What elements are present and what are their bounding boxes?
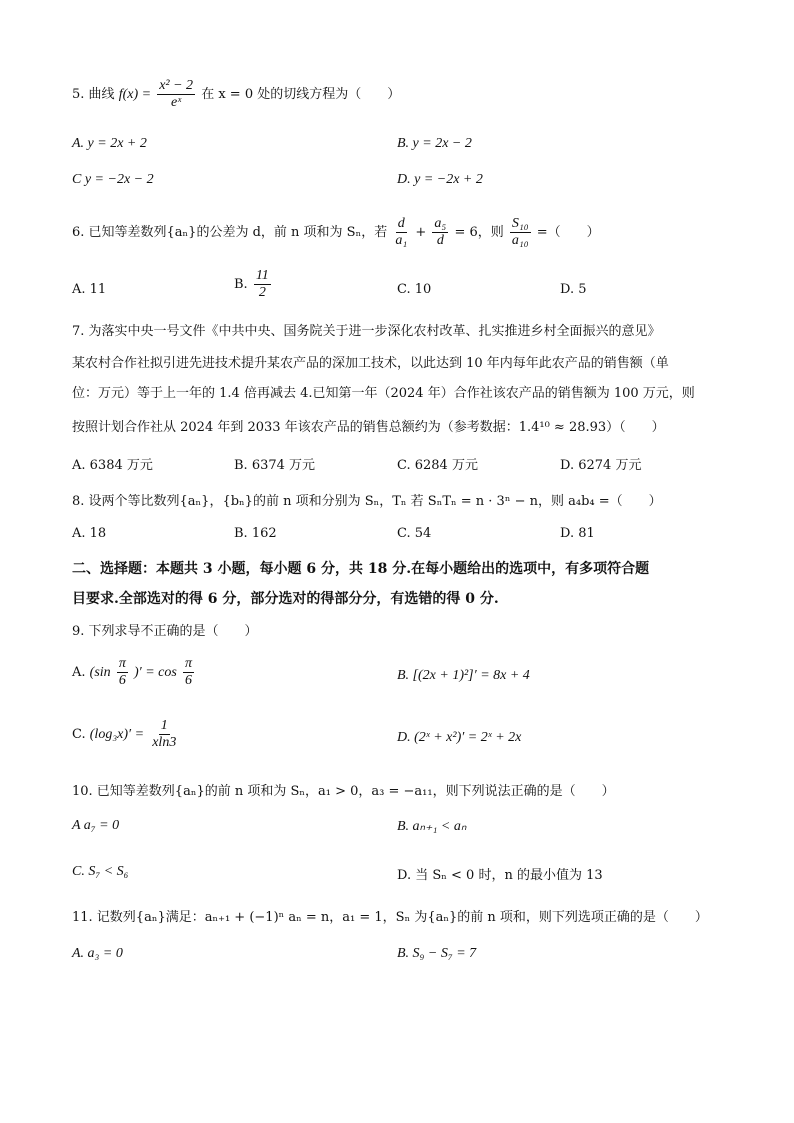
q6-option-b bbox=[234, 268, 273, 301]
q5-option-a: A. y = 2x + 2 bbox=[72, 136, 147, 151]
q9-option-c-fraction bbox=[150, 718, 178, 751]
q6-option-b-den: 2 bbox=[258, 285, 266, 300]
q6-stem bbox=[72, 216, 600, 249]
q9-option-a-fraction-2 bbox=[183, 656, 194, 689]
q6-fraction-1 bbox=[393, 216, 409, 249]
q7-line-2: 某农村合作社拟引进先进技术提升某农产品的深加工技术，以此达到 10 年内每年此农产品的销售额（单 bbox=[72, 356, 669, 371]
q9-option-b: B. [(2x + 1)²]′ = 8x + 4 bbox=[397, 668, 530, 683]
section-2-heading-line-2: 目要求.全部选对的得 6 分，部分选对的得部分分，有选错的得 0 分. bbox=[72, 591, 499, 607]
q5-frac-denominator: eˣ bbox=[171, 95, 182, 110]
q8-stem: 8. 设两个等比数列{aₙ}，{bₙ}的前 n 项和分别为 Sₙ，Tₙ 若 SₙTₙ = n · 3ⁿ − n，则 a₄b₄ =（ ） bbox=[72, 494, 662, 509]
q6-f2-den: d bbox=[436, 233, 444, 248]
q6-f1-den: a₁ bbox=[395, 233, 408, 248]
q10-stem: 10. 已知等差数列{aₙ}的前 n 项和为 Sₙ，a₁ > 0，a₃ = −a₁₁，则下列说法正确的是（ ） bbox=[72, 784, 615, 799]
q9-option-c bbox=[72, 718, 180, 751]
q7-line-4: 按照计划合作社从 2024 年到 2033 年该农产品的销售总额约为（参考数据：1.4¹⁰ ≈ 28.93）（ ） bbox=[72, 420, 665, 435]
q6-option-b-num: 11 bbox=[255, 268, 269, 283]
q8-option-c: C. 54 bbox=[397, 526, 432, 541]
q5-fraction bbox=[157, 78, 195, 111]
q10-option-d: D. 当 Sₙ < 0 时，n 的最小值为 13 bbox=[397, 868, 603, 883]
q6-f3-num: S₁₀ bbox=[511, 216, 529, 231]
section-2-heading-line-1: 二、选择题：本题共 3 小题，每小题 6 分，共 18 分.在每小题给出的选项中，有多项符合题 bbox=[72, 561, 650, 577]
q7-option-b: B. 6374 万元 bbox=[234, 458, 316, 473]
q8-option-d: D. 81 bbox=[560, 526, 595, 541]
q9-c-den: xln3 bbox=[152, 735, 177, 750]
q7-option-c: C. 6284 万元 bbox=[397, 458, 478, 473]
q11-stem: 11. 记数列{aₙ}满足：aₙ₊₁ + (−1)ⁿ aₙ = n，a₁ = 1，Sₙ 为{aₙ}的前 n 项和，则下列选项正确的是（ ） bbox=[72, 910, 708, 925]
q9-a-f2-num: π bbox=[184, 656, 192, 671]
q9-option-a-label: A. bbox=[72, 665, 86, 680]
q6-fraction-3 bbox=[510, 216, 531, 249]
q8-option-a: A. 18 bbox=[72, 526, 107, 541]
q5-option-c: C y = −2x − 2 bbox=[72, 172, 154, 187]
q9-option-d: D. (2ˣ + x²)′ = 2ˣ + 2x bbox=[397, 730, 522, 745]
q6-option-d: D. 5 bbox=[560, 282, 587, 297]
q9-option-c-pre: (log₃x)′ = bbox=[89, 727, 145, 742]
q9-a-f1-num: π bbox=[118, 656, 126, 671]
q5-frac-numerator: x² − 2 bbox=[159, 78, 194, 93]
q6-option-c: C. 10 bbox=[397, 282, 432, 297]
q9-option-c-label: C. bbox=[72, 727, 86, 742]
q6-stem-pre: 6. 已知等差数列{aₙ}的公差为 d，前 n 项和为 Sₙ，若 bbox=[72, 225, 388, 240]
q6-plus: + bbox=[415, 225, 427, 240]
q7-option-d: D. 6274 万元 bbox=[560, 458, 642, 473]
q6-f1-num: d bbox=[397, 216, 405, 231]
q9-option-a-pre: (sin bbox=[89, 665, 111, 680]
q7-option-a: A. 6384 万元 bbox=[72, 458, 153, 473]
q6-eq: = 6，则 bbox=[454, 225, 504, 240]
q9-a-f2-den: 6 bbox=[184, 673, 192, 688]
q5-option-b: B. y = 2x − 2 bbox=[397, 136, 472, 151]
q9-stem: 9. 下列求导不正确的是（ ） bbox=[72, 624, 258, 639]
q6-option-b-fraction bbox=[254, 268, 271, 301]
q11-option-b: B. S₉ − S₇ = 7 bbox=[397, 946, 477, 961]
q9-c-num: 1 bbox=[160, 718, 168, 733]
q8-option-b: B. 162 bbox=[234, 526, 277, 541]
q5-stem bbox=[72, 78, 400, 111]
q10-option-c: C. S₇ < S₆ bbox=[72, 864, 129, 879]
q5-stem-pre: 5. 曲线 bbox=[72, 87, 115, 102]
q6-f3-den: a₁₀ bbox=[511, 233, 529, 248]
q7-line-1: 7. 为落实中央一号文件《中共中央、国务院关于进一步深化农村改革、扎实推进乡村全面振兴的意见》 bbox=[72, 324, 661, 339]
q9-a-f1-den: 6 bbox=[118, 673, 126, 688]
q9-option-a-fraction-1 bbox=[117, 656, 128, 689]
q5-function: f(x) = bbox=[118, 87, 152, 102]
q6-stem-post: =（ ） bbox=[536, 225, 600, 240]
q6-option-a: A. 11 bbox=[72, 282, 107, 297]
q9-option-a bbox=[72, 656, 196, 689]
q6-option-b-label: B. bbox=[234, 277, 248, 292]
q11-option-a: A. a₃ = 0 bbox=[72, 946, 123, 961]
q10-option-a: A a₇ = 0 bbox=[72, 818, 120, 833]
q5-stem-post: 在 x = 0 处的切线方程为（ ） bbox=[201, 87, 401, 102]
q6-f2-num: a₅ bbox=[434, 216, 447, 231]
q7-line-3: 位：万元）等于上一年的 1.4 倍再减去 4.已知第一年（2024 年）合作社该农产品的销售额为 100 万元，则 bbox=[72, 386, 695, 401]
q10-option-b: B. aₙ₊₁ < aₙ bbox=[397, 819, 467, 834]
q5-option-d: D. y = −2x + 2 bbox=[397, 172, 483, 187]
q6-fraction-2 bbox=[432, 216, 448, 249]
q9-option-a-mid: )′ = cos bbox=[133, 665, 177, 680]
